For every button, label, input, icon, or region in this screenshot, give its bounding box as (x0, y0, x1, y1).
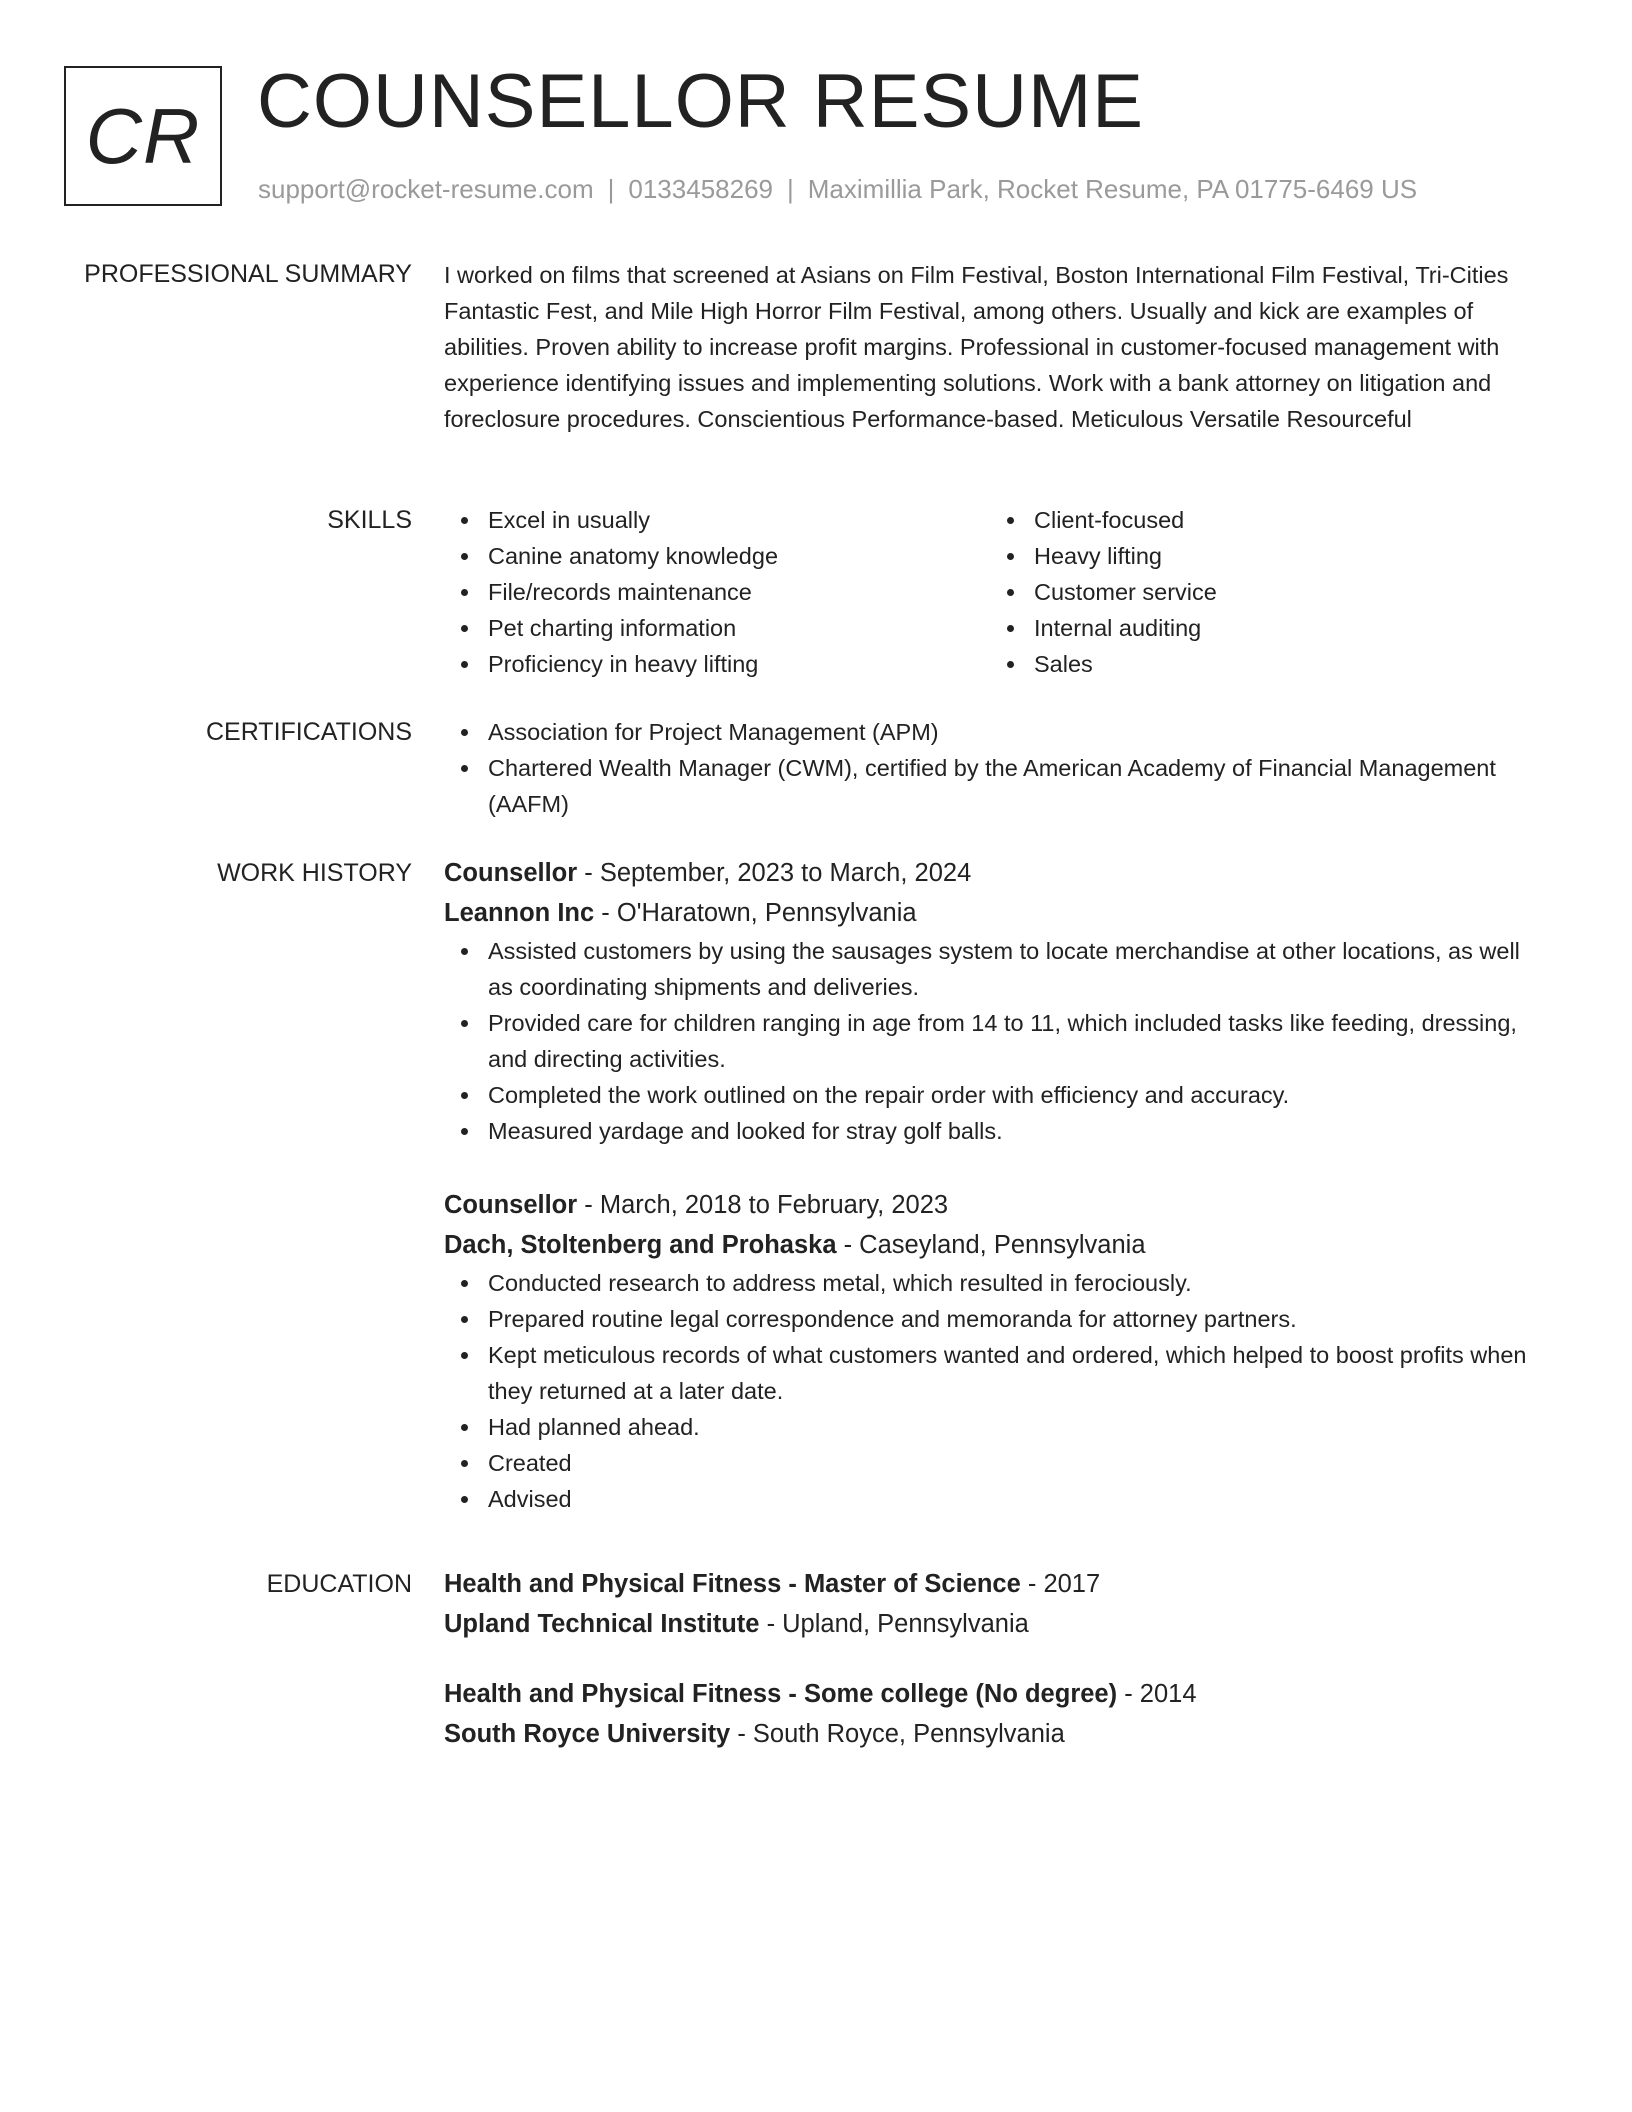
job-company-line (444, 893, 1544, 933)
education-degree: Health and Physical Fitness - Master of Science (444, 1570, 1021, 1598)
job-duty: Conducted research to address metal, which resulted in ferociously. (444, 1265, 1544, 1301)
monogram-logo: CR (64, 66, 222, 206)
education-degree-line (444, 1674, 1544, 1714)
certification-item: Association for Project Management (APM) (444, 714, 1544, 750)
job-duties-list (444, 933, 1544, 1149)
education-degree: Health and Physical Fitness - Some college (No degree) (444, 1680, 1118, 1708)
summary-body (444, 257, 1544, 437)
job-duty: Measured yardage and looked for stray golf balls. (444, 1113, 1544, 1149)
job-duty: Completed the work outlined on the repair order with efficiency and accuracy. (444, 1077, 1544, 1113)
education-entry (444, 1674, 1544, 1754)
skill-item: Client-focused (990, 502, 1536, 538)
skills-heading: SKILLS (327, 506, 412, 534)
job-duty: Had planned ahead. (444, 1409, 1544, 1445)
job-duty: Provided care for children ranging in age from 14 to 11, which included tasks like feeding, dressing, and directing activities. (444, 1005, 1544, 1077)
education-location: - South Royce, Pennsylvania (730, 1720, 1065, 1748)
skill-item: Sales (990, 646, 1536, 682)
certification-item: Chartered Wealth Manager (CWM), certified by the American Academy of Financial Management (AAFM) (444, 750, 1544, 822)
job-company: Dach, Stoltenberg and Prohaska (444, 1231, 837, 1259)
job-duty: Kept meticulous records of what customers wanted and ordered, which helped to boost profits when they returned at a later date. (444, 1337, 1544, 1409)
skill-item: Excel in usually (444, 502, 990, 538)
contact-address: Maximillia Park, Rocket Resume, PA 01775-6469 US (807, 174, 1418, 204)
education-school-line (444, 1604, 1544, 1644)
job-entry (444, 1185, 1544, 1517)
education-degree-line (444, 1564, 1544, 1604)
contact-phone[interactable]: 0133458269 (628, 174, 773, 204)
summary-text: I worked on films that screened at Asians on Film Festival, Boston International Film Festival, Tri-Cities Fantastic Fest, and Mile High Horror Film Festival, among others. Usually and kick are examples of abilities. Proven ability to increase profit margins. Professional in customer-focused management with experience identifying issues and implementing solutions. Work with a bank attorney on litigation and foreclosure procedures. Conscientious Performance-based. Meticulous Versatile Resourceful (444, 262, 1509, 432)
job-location: - O'Haratown, Pennsylvania (594, 899, 917, 927)
job-entry (444, 853, 1544, 1149)
job-duties-list (444, 1265, 1544, 1517)
certifications-heading: CERTIFICATIONS (205, 718, 412, 746)
education-school: South Royce University (444, 1720, 731, 1748)
skill-item: Canine anatomy knowledge (444, 538, 990, 574)
skill-item: Heavy lifting (990, 538, 1536, 574)
contact-line (258, 172, 1417, 206)
job-title: Counsellor (444, 859, 578, 887)
job-location: - Caseyland, Pennsylvania (836, 1231, 1146, 1259)
education-location: - Upland, Pennsylvania (759, 1610, 1029, 1638)
work-history-body (444, 853, 1544, 1553)
contact-separator: | (607, 174, 615, 204)
skills-list-left (444, 502, 990, 682)
job-dates: - September, 2023 to March, 2024 (577, 859, 972, 887)
education-year: - 2014 (1117, 1680, 1197, 1708)
job-company-line (444, 1225, 1544, 1265)
education-school: Upland Technical Institute (444, 1610, 760, 1638)
skills-columns (444, 502, 1544, 682)
skill-item: Customer service (990, 574, 1536, 610)
job-company: Leannon Inc (444, 899, 595, 927)
skill-item: Internal auditing (990, 610, 1536, 646)
contact-email[interactable]: support@rocket-resume.com (258, 174, 594, 204)
resume-title: COUNSELLOR RESUME (257, 59, 1144, 144)
education-year: - 2017 (1020, 1570, 1101, 1598)
education-body (444, 1564, 1544, 1784)
job-duty: Advised (444, 1481, 1544, 1517)
education-entry (444, 1564, 1544, 1644)
summary-heading: PROFESSIONAL SUMMARY (84, 260, 412, 288)
skills-body (444, 502, 1544, 682)
skills-list-right (990, 502, 1536, 682)
job-duty: Created (444, 1445, 1544, 1481)
education-school-line (444, 1714, 1544, 1754)
contact-separator: | (787, 174, 794, 204)
certifications-body (444, 714, 1544, 822)
job-title-line (444, 853, 1544, 893)
skill-item: File/records maintenance (444, 574, 990, 610)
job-title: Counsellor (444, 1191, 578, 1219)
education-heading: EDUCATION (266, 1570, 412, 1598)
work-history-heading: WORK HISTORY (217, 859, 412, 887)
skill-item: Pet charting information (444, 610, 990, 646)
certifications-list (444, 714, 1544, 822)
job-dates: - March, 2018 to February, 2023 (577, 1191, 949, 1219)
skill-item: Proficiency in heavy lifting (444, 646, 990, 682)
job-title-line (444, 1185, 1544, 1225)
job-duty: Prepared routine legal correspondence and memoranda for attorney partners. (444, 1301, 1544, 1337)
job-duty: Assisted customers by using the sausages system to locate merchandise at other locations, as well as coordinating shipments and deliveries. (444, 933, 1544, 1005)
